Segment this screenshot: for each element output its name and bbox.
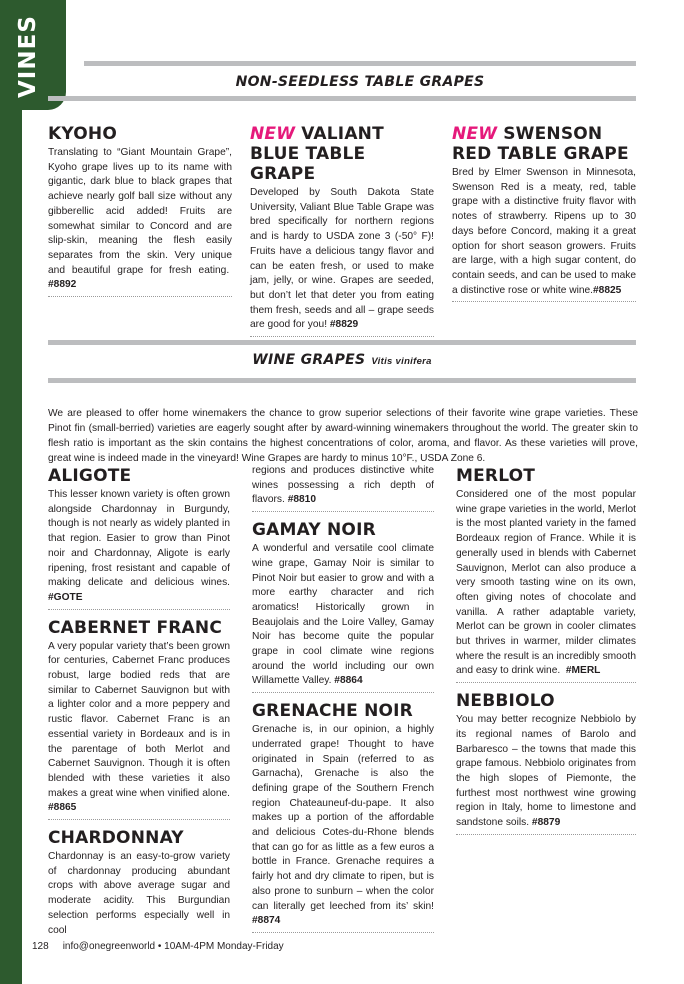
dotted-rule (456, 834, 636, 835)
dotted-rule (252, 692, 434, 693)
entry-nebbiolo (456, 691, 636, 835)
entry-title: CHARDONNAY (48, 828, 184, 849)
entry-description: A wonderful and versatile cool climate wine grape, Gamay Noir is similar to Pinot Noir but easier to grow and with a more earthy character and rich aromatics! Historically grown in Beaujolais and the Loire Valley, Gamay Noir has become quite the popular grape in cool climate wine regions around the world including our own Willamette Valley. #8864 (252, 543, 434, 687)
entry-description: This lesser known variety is often grown alongside Chardonnay in Burgundy, though is not nearly as widely planted in that region. Easier to grow than Pinot noir and Chardonnay, Aligote is early ripening, frost resistant and capable of making delicate and delicious wines. #GOTE (48, 489, 230, 603)
entry-swenson-red (452, 124, 636, 310)
new-badge: NEW (250, 124, 296, 144)
green-sidebar (0, 0, 22, 984)
entry-description: A very popular variety that’s been grown for centuries, Cabernet Franc produces robust, large bodied reds that are similar to Cabernet Sauvignon but with a lighter color and a more peppery and rustic flavor. Cabernet Franc is an essential variety in Bordeaux and is in the parentage of both Merlot and Cabernet Sauvignon. Though it is often blended with these varieties it also makes a great wine when vinified alone. #8865 (48, 640, 230, 814)
item-number: #8829 (329, 319, 359, 331)
entry-description: Grenache is, in our opinion, a highly underrated grape! Thought to have originated in Spain (referred to as Garnacha), Grenache is also the defining grape of the Southern French region Chateauneuf-du-pape. It also makes up a portion of the affordable and delicious Cotes-du-Rhone blends that can go for as little as a few euros a bottle in France. Grenache requires a fairly hot and dry climate to ripen, but is also prone to sunburn – when the color can literally get leeched from its’ skin! #8874 (252, 724, 434, 927)
entry-valiant-blue (250, 124, 434, 345)
entry-grenache-noir (252, 701, 434, 933)
entry-chardonnay-continued (252, 464, 434, 512)
entry-title: ALIGOTE (48, 466, 132, 486)
item-number: #8825 (593, 284, 622, 296)
entry-title: CABERNET FRANC (48, 617, 223, 638)
section-title-wine-grapes (48, 352, 636, 368)
dotted-rule (252, 511, 434, 512)
wine-column-3 (456, 466, 636, 843)
dotted-rule (250, 336, 434, 337)
item-number: #MERL (565, 665, 601, 677)
entry-title: NEBBIOLO (456, 691, 555, 712)
entry-title: MERLOT (456, 466, 536, 486)
entry-chardonnay (48, 828, 230, 938)
section-title-table-grapes (84, 74, 636, 90)
item-number: #8864 (334, 675, 363, 687)
section-title-text: NON-SEEDLESS TABLE GRAPES (235, 74, 485, 90)
dotted-rule (456, 682, 636, 683)
section-divider (48, 378, 636, 383)
entry-kyoho (48, 124, 232, 305)
item-number: #8879 (531, 817, 561, 829)
item-number: #8810 (287, 494, 317, 506)
page-footer (32, 941, 284, 952)
section-divider (48, 340, 636, 345)
dotted-rule (252, 932, 434, 933)
entry-description: Bred by Elmer Swenson in Minnesota, Swenson Red is a meaty, red, table grape with a distinctive fruity flavor with notes of strawberry. Ripens up to 30 days before Concord, making it a great option for short season growers. Fruits are large, with a high sugar content, do contain seeds, and can be used to make a distinctive rose or white wine.#8825 (452, 167, 636, 296)
section-tab-label: VINES (15, 15, 41, 99)
item-number: #8874 (252, 915, 281, 927)
page-number: 128 (32, 941, 49, 952)
item-number: #8865 (48, 802, 77, 814)
entry-title: GAMAY NOIR (252, 520, 376, 541)
new-badge: NEW (452, 124, 498, 144)
section-subtitle: Vitis vinifera (371, 356, 432, 367)
dotted-rule (48, 296, 232, 297)
wine-grapes-intro: We are pleased to offer home winemakers the chance to grow superior selections of their favorite wine grape varieties. These Pinot fin (small-berried) varieties are eagerly sought after by award-winning winemakers throughout the world. The greater skin to flesh ratio is important as the skin contains the highest concentrations of color, aroma, and flavor. As these varieties will prove, great wine is indeed made in the vineyard! Wine Grapes are hardy to minus 10°F., USDA Zone 6. (48, 408, 638, 465)
contact-info: info@onegreenworld • 10AM-4PM Monday-Friday (62, 941, 284, 952)
entry-description: Developed by South Dakota State University, Valiant Blue Table Grape was bred specifically for northern regions and is hardy to USDA zone 3 (-50° F)! Fruits have a delicious tangy flavor and can be eaten fresh, or used to make jam, jelly, or wine. Grapes are seeded, but don’t let that deter you from eating them fresh, seeds and all – grape seeds are good for you! #8829 (250, 187, 434, 331)
entry-title: NEW SWENSON RED TABLE GRAPE (452, 124, 629, 164)
entry-title: NEW VALIANT BLUE TABLE GRAPE (250, 124, 384, 184)
item-number: #8892 (48, 279, 77, 291)
entry-gamay-noir (252, 520, 434, 693)
dotted-rule (48, 819, 230, 820)
section-divider (48, 96, 636, 101)
entry-aligote (48, 466, 230, 610)
entry-title: KYOHO (48, 124, 118, 144)
entry-description: You may better recognize Nebbiolo by its regional names of Barolo and Barbaresco – the towns that made this grape famous. Nebbiolo originates from the high slopes of Piemonte, the furthest most northwest wine growing region in Italy, home to limestone and sandstone soils. #8879 (456, 714, 636, 829)
entry-description: Translating to “Giant Mountain Grape”, Kyoho grape lives up to its name with gigantic, dark blue to black grapes that achieve nearly golf ball size without any gibberellic acid added! Fruits are somewhat similar to Concord and are slip-skin, meaning the flesh easily separates from the skin. Very unique and beautiful grape for fresh eating. #8892 (48, 147, 232, 291)
wine-column-2 (252, 464, 434, 941)
section-title-text: WINE GRAPES (252, 352, 366, 368)
entry-description: Chardonnay is an easy-to-grow variety of chardonnay producing abundant crops with above average sugar and moderate acidity. This Burgundian selection performs especially well in cool (48, 851, 230, 936)
entry-merlot (456, 466, 636, 683)
dotted-rule (452, 301, 636, 302)
entry-cabernet-franc (48, 618, 230, 820)
entry-description: regions and produces distinctive white wines possessing a rich depth of flavors. #8810 (252, 465, 434, 506)
wine-column-1 (48, 466, 230, 938)
item-number: #GOTE (48, 591, 83, 603)
section-tab (0, 0, 66, 110)
section-divider (84, 61, 636, 66)
entry-description: Considered one of the most popular wine grape varieties in the world, Merlot is the most planted variety in the famed Bordeaux region of France. While it is generally used in blends with Cabernet Sauvignon, Merlot can also produce a very smooth tasting wine on its own, often giving notes of chocolate and vanilla. A rather adaptable variety, Merlot can be grown in cooler climates but thrives in warmer, milder climates where the result is an incredibly smooth and easy to drink wine. #MERL (456, 489, 636, 677)
dotted-rule (48, 609, 230, 610)
entry-title: GRENACHE NOIR (252, 701, 413, 722)
